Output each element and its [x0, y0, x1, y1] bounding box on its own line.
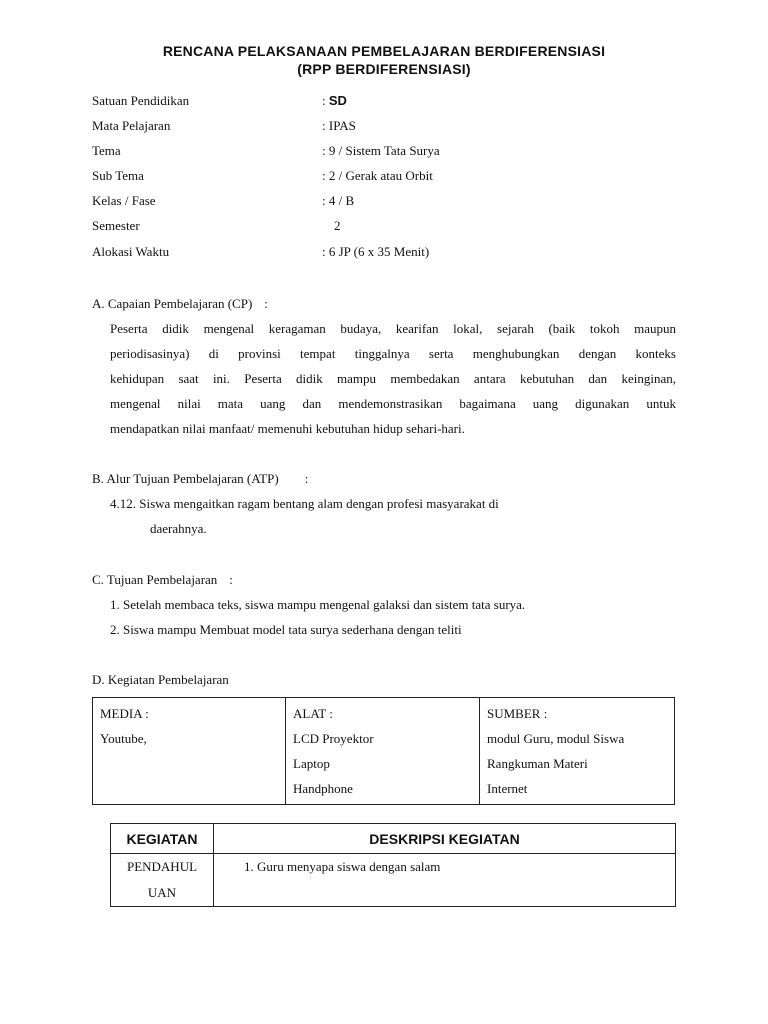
colon: : — [322, 143, 326, 158]
alat-item: LCD Proyektor — [293, 731, 374, 746]
identity-label: Semester — [92, 218, 140, 233]
section-b-line1: 4.12. Siswa mengaitkan ragam bentang alam dengan profesi masyarakat di — [110, 496, 499, 511]
document-title-line2: (RPP BERDIFERENSIASI) — [297, 61, 471, 77]
media-item: Youtube, — [100, 731, 147, 746]
kegiatan-table — [110, 823, 676, 907]
section-b-heading-text: B. Alur Tujuan Pembelajaran (ATP) — [92, 471, 279, 486]
kegiatan-name-line2: UAN — [147, 885, 177, 900]
colon: : — [322, 118, 326, 133]
media-alat-sumber-table — [92, 697, 675, 805]
colon: : — [304, 471, 309, 486]
identity-label: Tema — [92, 143, 121, 158]
section-a-line: Peserta didik mengenal keragaman budaya, kearifan lokal, sejarah (baik tokoh maupun — [110, 321, 676, 336]
media-cell — [93, 698, 286, 805]
section-c-item-2: 2. Siswa mampu Membuat model tata surya sederhana dengan teliti — [110, 622, 462, 637]
section-a-line: mendapatkan nilai manfaat/ memenuhi kebutuhan hidup sehari-hari. — [110, 421, 465, 436]
sumber-item: Rangkuman Materi — [487, 756, 588, 771]
kegiatan-desc: 1. Guru menyapa siswa dengan salam — [244, 859, 441, 874]
colon: : — [322, 168, 326, 183]
section-c-heading — [92, 572, 233, 588]
identity-label: Mata Pelajaran — [92, 118, 171, 133]
section-b-heading — [92, 471, 308, 487]
identity-value — [322, 168, 433, 184]
identity-value-text: SD — [328, 93, 347, 108]
sumber-item: Internet — [487, 781, 528, 796]
table-row — [93, 698, 675, 805]
section-a-line: kehidupan saat ini. Peserta didik mampu membedakan antara kebutuhan dan keinginan, — [110, 371, 676, 386]
kegiatan-name-cell — [111, 854, 214, 907]
sumber-header: SUMBER : — [487, 706, 548, 721]
alat-item: Handphone — [293, 781, 353, 796]
section-d-heading: D. Kegiatan Pembelajaran — [92, 672, 229, 687]
identity-value — [322, 93, 347, 109]
section-a-heading — [92, 296, 268, 312]
identity-label: Satuan Pendidikan — [92, 93, 190, 108]
section-a-line: periodisasinya) di provinsi tempat tinggalnya serta menghubungkan dengan konteks — [110, 346, 676, 361]
section-b-line2: daerahnya. — [150, 521, 207, 536]
identity-value — [322, 143, 440, 159]
identity-value-text: IPAS — [328, 118, 356, 133]
identity-value — [322, 118, 356, 134]
media-header: MEDIA : — [100, 706, 149, 721]
alat-header: ALAT : — [293, 706, 333, 721]
identity-label: Kelas / Fase — [92, 193, 156, 208]
alat-cell — [286, 698, 480, 805]
colon: : — [322, 193, 326, 208]
identity-value-text: 9 / Sistem Tata Surya — [328, 143, 440, 158]
identity-value-text: 4 / B — [328, 193, 355, 208]
alat-item: Laptop — [293, 756, 330, 771]
column-header-deskripsi: DESKRIPSI KEGIATAN — [214, 824, 676, 854]
colon: : — [322, 93, 326, 108]
identity-value — [322, 193, 354, 209]
sumber-cell — [480, 698, 675, 805]
section-a-heading-text: A. Capaian Pembelajaran (CP) — [92, 296, 253, 311]
identity-value-text: 6 JP (6 x 35 Menit) — [328, 244, 430, 259]
colon: : — [229, 572, 233, 587]
sumber-item: modul Guru, modul Siswa — [487, 731, 625, 746]
section-a-line: mengenal nilai mata uang dan mendemonstrasikan bagaimana uang digunakan untuk — [110, 396, 676, 411]
kegiatan-name-line1: PENDAHUL — [126, 859, 198, 874]
table-row — [111, 854, 676, 907]
identity-value-text: 2 — [334, 218, 341, 233]
colon: : — [322, 244, 326, 259]
column-header-kegiatan: KEGIATAN — [111, 824, 214, 854]
colon: : — [264, 296, 268, 311]
identity-label: Alokasi Waktu — [92, 244, 170, 259]
kegiatan-desc-cell — [214, 854, 676, 907]
table-header-row — [111, 824, 676, 854]
document-title-line1: RENCANA PELAKSANAAN PEMBELAJARAN BERDIFERENSIASI — [162, 43, 606, 59]
identity-value — [322, 244, 429, 260]
identity-label: Sub Tema — [92, 168, 144, 183]
section-c-heading-text: C. Tujuan Pembelajaran — [92, 572, 218, 587]
section-c-item-1: 1. Setelah membaca teks, siswa mampu mengenal galaksi dan sistem tata surya. — [110, 597, 526, 612]
identity-value-text: 2 / Gerak atau Orbit — [328, 168, 433, 183]
